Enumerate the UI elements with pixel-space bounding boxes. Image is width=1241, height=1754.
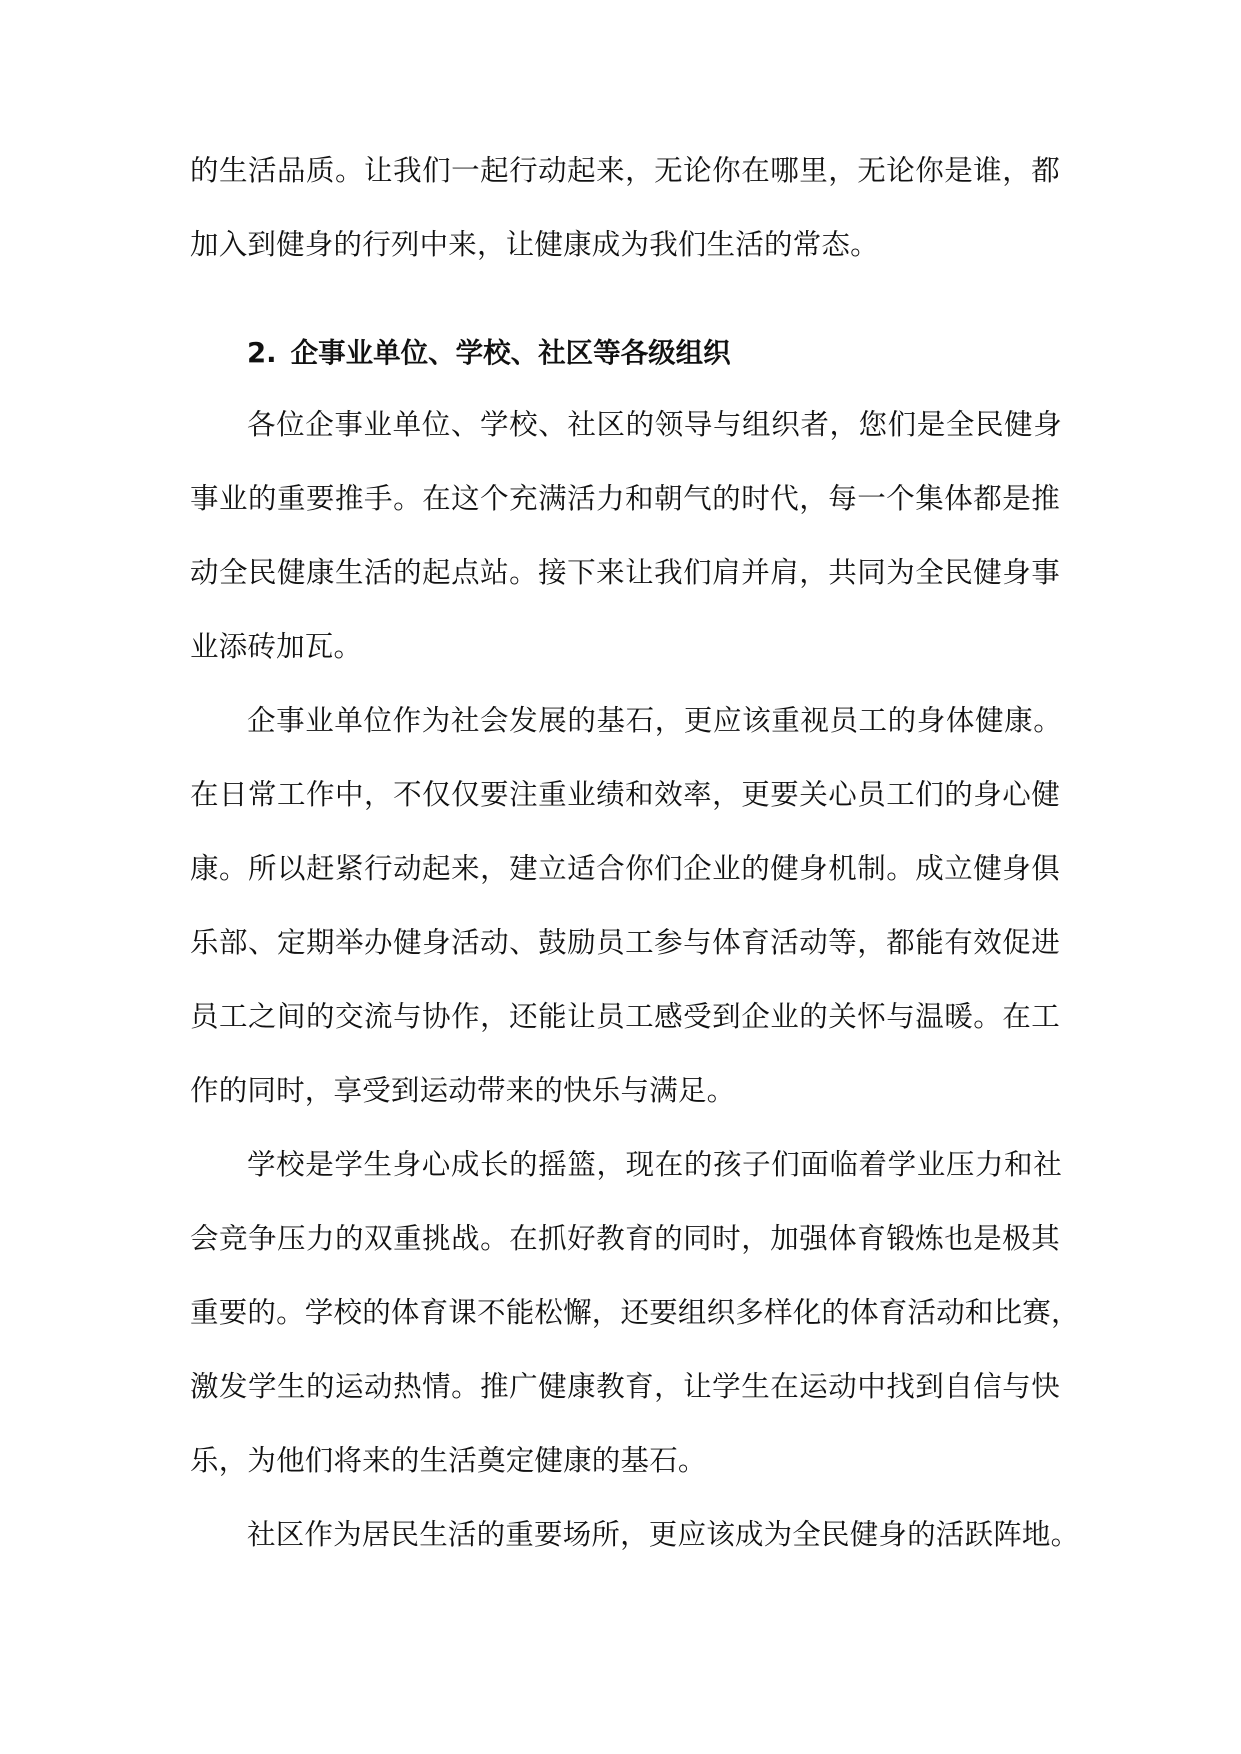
section-title: 企事业单位、学校、社区等各级组织 <box>290 337 731 369</box>
paragraph-line: 企事业单位作为社会发展的基石，更应该重视员工的身体健康。 <box>247 704 1062 737</box>
paragraph-line: 康。所以赶紧行动起来，建立适合你们企业的健身机制。成立健身俱 <box>190 852 1060 885</box>
section-number: 2. <box>247 337 277 369</box>
paragraph-line: 社区作为居民生活的重要场所，更应该成为全民健身的活跃阵地。 <box>247 1518 1080 1551</box>
paragraph-line: 学校是学生身心成长的摇篮，现在的孩子们面临着学业压力和社 <box>247 1148 1062 1181</box>
paragraph-line: 员工之间的交流与协作，还能让员工感受到企业的关怀与温暖。在工 <box>190 1000 1060 1033</box>
paragraph-line: 作的同时，享受到运动带来的快乐与满足。 <box>190 1074 736 1107</box>
section-heading <box>247 333 731 373</box>
paragraph-line: 事业的重要推手。在这个充满活力和朝气的时代，每一个集体都是推 <box>190 482 1060 515</box>
paragraph-line: 动全民健康生活的起点站。接下来让我们肩并肩，共同为全民健身事 <box>190 556 1060 589</box>
paragraph-line: 乐，为他们将来的生活奠定健康的基石。 <box>190 1444 707 1477</box>
paragraph-line: 重要的。学校的体育课不能松懈，还要组织多样化的体育活动和比赛， <box>190 1296 1080 1329</box>
text-line: 的生活品质。让我们一起行动起来，无论你在哪里，无论你是谁，都 <box>190 154 1060 187</box>
text-line: 加入到健身的行列中来，让健康成为我们生活的常态。 <box>190 228 879 261</box>
paragraph-line: 业添砖加瓦。 <box>190 630 363 663</box>
paragraph-line: 会竞争压力的双重挑战。在抓好教育的同时，加强体育锻炼也是极其 <box>190 1222 1060 1255</box>
paragraph-line: 在日常工作中，不仅仅要注重业绩和效率，更要关心员工们的身心健 <box>190 778 1060 811</box>
paragraph-line: 激发学生的运动热情。推广健康教育，让学生在运动中找到自信与快 <box>190 1370 1060 1403</box>
paragraph-line: 各位企事业单位、学校、社区的领导与组织者，您们是全民健身 <box>247 408 1062 441</box>
paragraph-line: 乐部、定期举办健身活动、鼓励员工参与体育活动等，都能有效促进 <box>190 926 1060 959</box>
